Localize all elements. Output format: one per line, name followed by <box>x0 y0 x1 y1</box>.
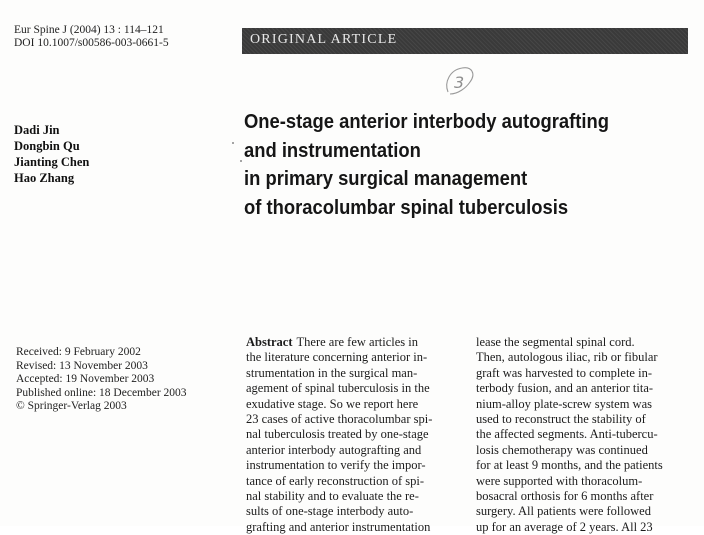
abstract-line: nium-alloy plate-screw system was <box>476 396 652 411</box>
abstract-line: terbody fusion, and an anterior tita- <box>476 381 654 396</box>
handwritten-page-number: 3 <box>454 73 465 92</box>
abstract-line: lease the segmental spinal cord. <box>476 335 635 349</box>
abstract-line: for at least 9 months, and the patients <box>476 458 663 473</box>
title-line: One-stage anterior interbody autografting <box>244 111 609 133</box>
abstract-line: graft was harvested to complete in- <box>476 365 652 380</box>
abstract-line: anterior interbody autografting and <box>246 442 422 457</box>
abstract-line: surgery. All patients were followed <box>476 504 651 519</box>
received-date: Received: 9 February 2002 <box>16 346 141 358</box>
author-list <box>14 122 89 186</box>
abstract-line: up for an average of 2 years. All 23 <box>476 519 653 534</box>
revised-date: Revised: 13 November 2003 <box>16 359 148 372</box>
abstract-line: sults of one-stage interbody auto- <box>246 504 414 519</box>
abstract-line <box>246 335 460 350</box>
accepted-date: Accepted: 19 November 2003 <box>16 373 155 386</box>
abstract-line: tance of early reconstruction of spi- <box>246 473 425 488</box>
abstract-line: agement of spinal tuberculosis in the <box>246 381 430 396</box>
abstract-line: losis chemotherapy was continued <box>476 442 648 457</box>
journal-citation: Eur Spine J (2004) 13 : 114–121 <box>14 24 164 36</box>
abstract-line: 23 cases of active thoracolumbar spi- <box>246 412 433 427</box>
copyright-line: © Springer-Verlag 2003 <box>16 400 127 413</box>
title-line: of thoracolumbar spinal tuberculosis <box>244 196 569 219</box>
author-name: Dongbin Qu <box>14 139 80 153</box>
title-line: in primary surgical management <box>244 168 528 190</box>
author-name: Dadi Jin <box>14 123 60 137</box>
scan-speck <box>240 160 242 162</box>
title-line: and instrumentation <box>244 139 421 162</box>
scan-speck <box>232 142 234 144</box>
author-name: Hao Zhang <box>14 171 75 185</box>
article-type-banner <box>242 28 688 54</box>
abstract-line: nal stability and to evaluate the re- <box>246 489 419 504</box>
publication-history <box>16 346 187 414</box>
abstract-line: nal tuberculosis treated by one-stage <box>246 427 429 442</box>
article-type-label: ORIGINAL ARTICLE <box>250 32 398 47</box>
abstract-line: bosacral orthosis for 6 months after <box>476 489 654 504</box>
handwritten-page-mark <box>440 62 480 102</box>
abstract-line: exudative stage. So we report here <box>246 396 419 411</box>
article-title <box>244 108 609 222</box>
abstract-line: strumentation in the surgical man- <box>246 365 418 380</box>
abstract-line: instrumentation to verify the impor- <box>246 458 426 473</box>
abstract-line: used to reconstruct the stability of <box>476 412 646 427</box>
abstract-heading: Abstract <box>246 335 293 349</box>
abstract-line: Then, autologous iliac, rib or fibular <box>476 350 658 365</box>
abstract-column-1 <box>246 335 460 535</box>
abstract-line: were supported with thoracolum- <box>476 473 643 488</box>
abstract-column-2 <box>476 335 698 535</box>
author-name: Jianting Chen <box>14 155 90 169</box>
abstract-line: grafting and anterior instrumentation <box>246 519 431 534</box>
abstract-first-text: There are few articles in <box>296 335 418 349</box>
abstract-line: the literature concerning anterior in- <box>246 350 428 365</box>
journal-reference <box>14 24 169 50</box>
journal-doi: DOI 10.1007/s00586-003-0661-5 <box>14 37 169 49</box>
published-date: Published online: 18 December 2003 <box>16 386 187 399</box>
abstract-line: the affected segments. Anti-tubercu- <box>476 427 658 442</box>
